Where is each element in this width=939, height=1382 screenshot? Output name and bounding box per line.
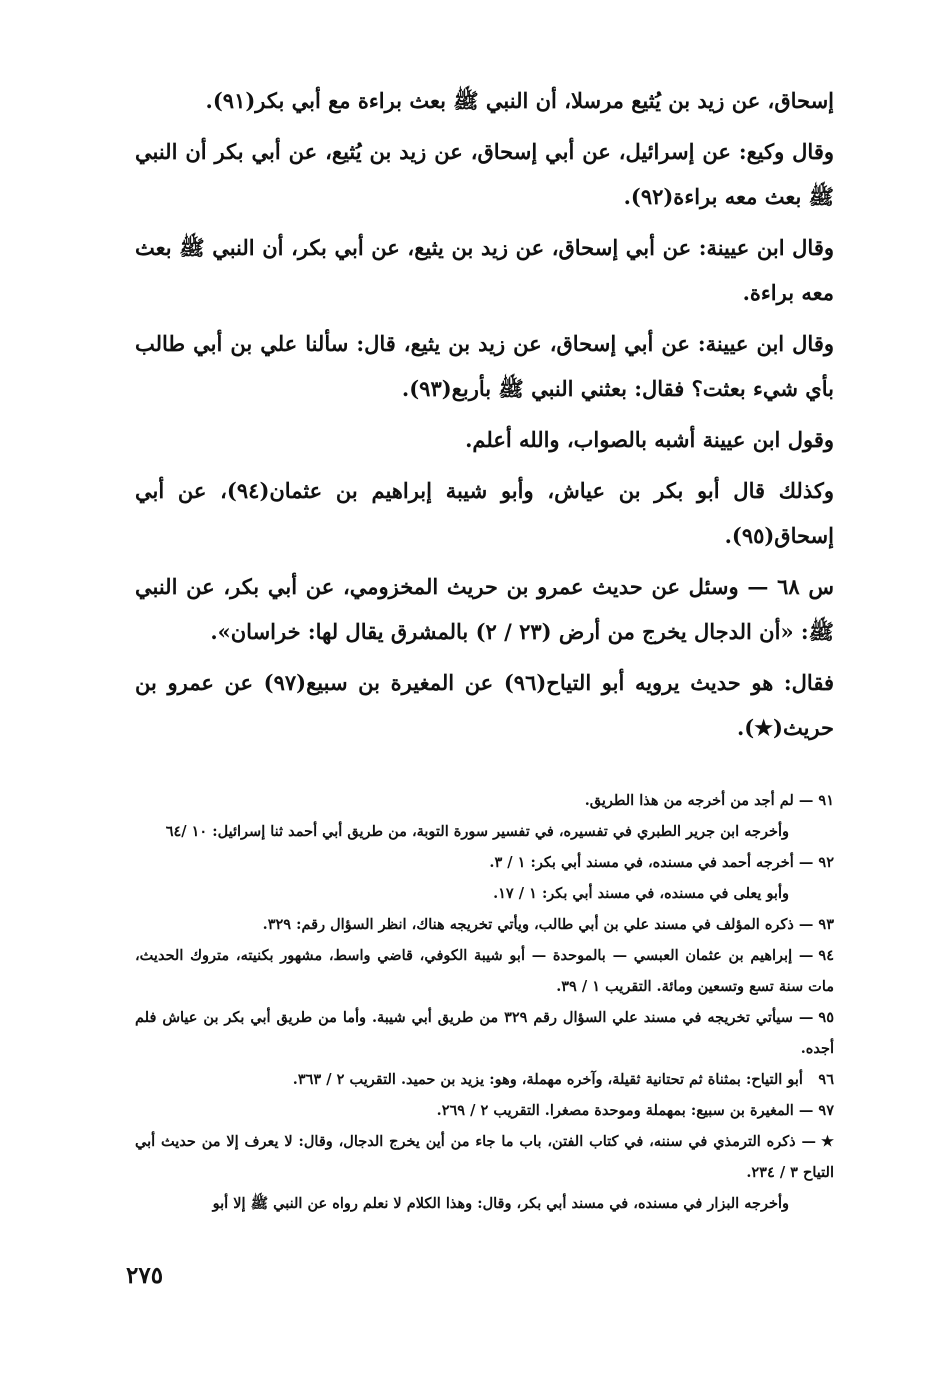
paragraph	[135, 225, 834, 315]
footnote-number: ★ —	[801, 1133, 834, 1150]
footnote-number: ٩٢ —	[798, 854, 834, 871]
paragraph	[135, 417, 834, 462]
footnote	[135, 909, 834, 940]
footnote	[135, 1002, 834, 1064]
footnote	[135, 1126, 834, 1188]
footnote	[135, 816, 834, 847]
main-text	[135, 78, 834, 756]
footnote-text: أبو التياح: بمثناة ثم تحتانية ثقيلة، وآخره مهملة، وهو: يزيد بن حميد. التقريب ٢ / ٣٦٣.	[292, 1071, 803, 1088]
page-number: ٢٧٥	[126, 1262, 164, 1289]
footnotes	[135, 785, 834, 1219]
answer-paragraph	[135, 660, 834, 750]
footnote-text: وأخرجه البزار في مسنده، في مسند أبي بكر، وقال: وهذا الكلام لا نعلم رواه عن النبي ﷺ إلا أبو	[212, 1195, 789, 1212]
footnote	[135, 847, 834, 878]
footnote	[135, 878, 834, 909]
paragraph	[135, 468, 834, 558]
footnote	[135, 785, 834, 816]
question-paragraph	[135, 564, 834, 654]
footnote-number: ٩٣ —	[798, 916, 834, 933]
paragraph-text: وكذلك قال أبو بكر بن عياش، وأبو شيبة إبراهيم بن عثمان(٩٤)، عن أبي إسحاق(٩٥).	[135, 478, 834, 548]
footnote-text: إبراهيم بن عثمان العبسي — بالموحدة — أبو شيبة الكوفي، قاضي واسط، مشهور بكنيته، متروك الحديث، مات سنة تسع وتسعين ومائة. التقريب ١ / ٣٩.	[135, 947, 834, 995]
footnote-text: وأبو يعلى في مسنده، في مسند أبي بكر: ١ / ١٧.	[493, 885, 789, 902]
footnote-number: ٩٧ —	[798, 1102, 834, 1119]
footnote	[135, 1188, 834, 1219]
footnote-number: ٩٤ —	[798, 947, 834, 964]
footnote-text: المغيرة بن سبيع: بمهملة وموحدة مصغرا. التقريب ٢ / ٢٦٩.	[436, 1102, 794, 1119]
paragraph-text: إسحاق، عن زيد بن يُثيع مرسلا، أن النبي ﷺ بعث براءة مع أبي بكر(٩١).	[205, 88, 834, 113]
footnote	[135, 940, 834, 1002]
footnote-text: ذكره الترمذي في سننه، في كتاب الفتن، باب ما جاء من أين يخرج الدجال، وقال: لا يعرف إلا من حديث أبي التياح ٣ / ٢٣٤.	[135, 1133, 834, 1181]
footnote-text: وأخرجه ابن جرير الطبري في تفسيره، في تفسير سورة التوبة، من طريق أبي أحمد ثنا إسرائيل: ١٠ /٦٤	[165, 823, 789, 840]
paragraph	[135, 129, 834, 219]
footnote	[135, 1064, 834, 1095]
paragraph-text: وقال ابن عيينة: عن أبي إسحاق، عن زيد بن يثيع، قال: سألنا علي بن أبي طالب بأي شيء بعثت؟ فقال: بعثني النبي ﷺ بأربع(٩٣).	[135, 331, 834, 401]
paragraph-text: وقول ابن عيينة أشبه بالصواب، والله أعلم.	[465, 427, 834, 452]
paragraph-text: وقال ابن عيينة: عن أبي إسحاق، عن زيد بن يثيع، عن أبي بكر، أن النبي ﷺ بعث معه براءة.	[135, 235, 834, 305]
footnote-number: ٩٥ —	[798, 1009, 834, 1026]
footnote-text: لم أجد من أخرجه من هذا الطريق.	[584, 792, 794, 809]
footnote	[135, 1095, 834, 1126]
footnote-number: ٩٦	[818, 1071, 834, 1088]
footnote-number: ٩١ —	[798, 792, 834, 809]
footnote-text: أخرجه أحمد في مسنده، في مسند أبي بكر: ١ / ٣.	[489, 854, 794, 871]
paragraph-text: وقال وكيع: عن إسرائيل، عن أبي إسحاق، عن زيد بن يُثيع، عن أبي بكر أن النبي ﷺ بعث معه براءة(٩٢).	[135, 139, 834, 209]
paragraph	[135, 321, 834, 411]
paragraph-text: فقال: هو حديث يرويه أبو التياح(٩٦) عن المغيرة بن سبيع(٩٧) عن عمرو بن حريث(★).	[135, 670, 834, 740]
footnote-text: ذكره المؤلف في مسند علي بن أبي طالب، ويأتي تخريجه هناك، انظر السؤال رقم: ٣٢٩.	[262, 916, 794, 933]
footnote-text: سيأتي تخريجه في مسند علي السؤال رقم ٣٢٩ من طريق أبي شيبة. وأما من طريق أبي بكر بن عياش فلم أجده.	[135, 1009, 834, 1057]
paragraph	[135, 78, 834, 123]
paragraph-text: س ٦٨ — وسئل عن حديث عمرو بن حريث المخزومي، عن أبي بكر، عن النبي ﷺ: «أن الدجال يخرج من أرض (٢٣ / ٢) بالمشرق يقال لها: خراسان».	[135, 574, 835, 644]
